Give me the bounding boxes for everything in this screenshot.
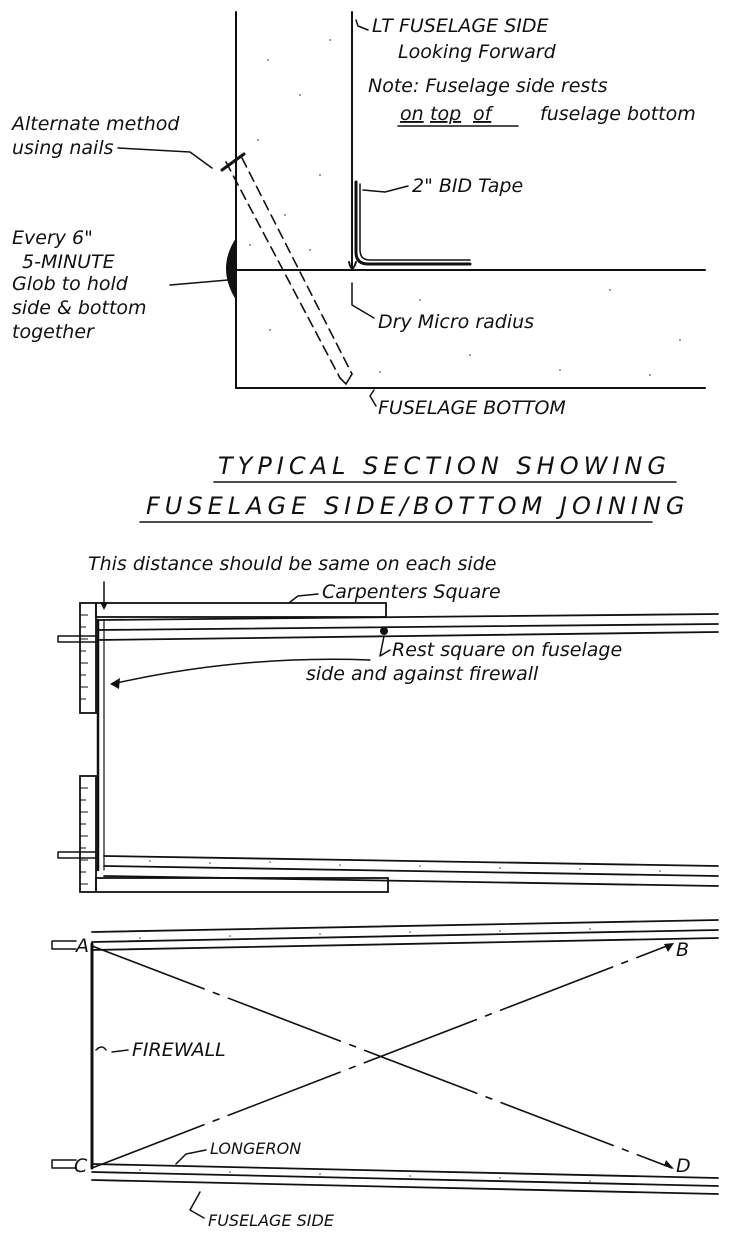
label-dry-micro: Dry Micro radius <box>378 311 535 333</box>
label-together: together <box>12 321 94 343</box>
label-carpenters-square: Carpenters Square <box>322 581 501 603</box>
square-view <box>58 553 718 892</box>
nail <box>226 158 352 378</box>
label-side-bottom: side & bottom <box>12 297 147 319</box>
label-top: top <box>430 103 462 125</box>
point-c: C <box>74 1155 88 1177</box>
stub-c <box>52 1160 76 1168</box>
label-lt-fuselage-side: LT FUSELAGE SIDE <box>372 15 549 37</box>
title-line-1: TYPICAL SECTION SHOWING <box>218 452 671 480</box>
joint-section <box>10 12 705 522</box>
point-b: B <box>676 939 690 961</box>
stub-a <box>52 941 76 949</box>
bottom-side-board <box>92 1164 718 1178</box>
lower-side-board <box>104 856 718 866</box>
left-stub-top <box>58 636 96 642</box>
label-note: Note: Fuselage side rests <box>368 75 608 97</box>
label-fuselage-bottom-note: fuselage bottom <box>540 103 696 125</box>
point-d: D <box>676 1155 691 1177</box>
label-rest-square-1: Rest square on fuselage <box>392 639 623 661</box>
label-using-nails: using nails <box>12 137 114 159</box>
square-left-leg-top <box>80 603 96 713</box>
diagonal-view <box>52 920 718 1230</box>
glob-blob <box>226 238 236 300</box>
label-alternate-method: Alternate method <box>12 113 180 135</box>
label-every-6: Every 6" <box>12 227 93 249</box>
rest-point <box>380 627 388 635</box>
top-side-board <box>92 920 718 932</box>
label-on: on <box>400 103 424 125</box>
label-longeron: LONGERON <box>210 1139 302 1158</box>
label-rest-square-2: side and against firewall <box>306 663 539 685</box>
square-top-arm <box>96 603 386 617</box>
square-ticks-top <box>80 615 88 699</box>
title-line-2: FUSELAGE SIDE/BOTTOM JOINING <box>146 492 690 520</box>
label-fuselage-side: FUSELAGE SIDE <box>208 1211 334 1230</box>
label-distance-note: This distance should be same on each side <box>88 553 497 575</box>
label-glob: Glob to hold <box>12 273 128 295</box>
left-stub-bottom <box>58 852 96 858</box>
label-bid-tape: 2" BID Tape <box>412 175 524 197</box>
label-firewall: FIREWALL <box>132 1039 226 1061</box>
label-fuselage-bottom: FUSELAGE BOTTOM <box>378 397 566 419</box>
square-left-leg-bottom <box>80 776 96 892</box>
label-5-minute: 5-MINUTE <box>22 251 115 273</box>
square-ticks-bottom <box>80 788 88 884</box>
label-looking-forward: Looking Forward <box>398 41 556 63</box>
label-of: of <box>473 103 492 125</box>
point-a: A <box>76 935 89 957</box>
